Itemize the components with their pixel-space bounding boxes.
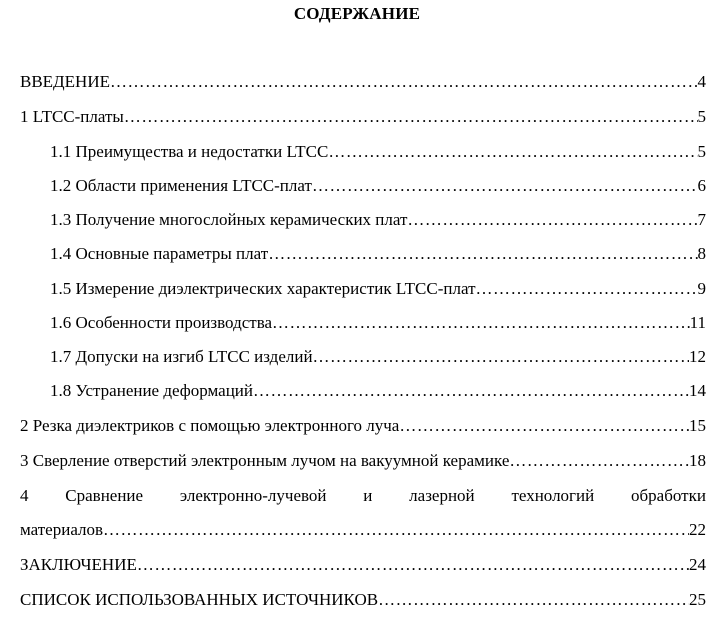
toc-entry-word: Сравнение	[65, 486, 144, 505]
toc-leader-dots	[137, 555, 689, 575]
toc-entry-word: обработки	[631, 486, 706, 505]
toc-leader-dots	[328, 142, 697, 162]
toc-entry-label: 1.4 Основные параметры плат	[50, 244, 269, 263]
toc-entry-section-1-1	[50, 142, 706, 166]
toc-entry-page: 15	[689, 416, 706, 435]
toc-leader-dots	[268, 244, 697, 264]
toc-entry-label: 3 Сверление отверстий электронным лучом на вакуумной керамике	[20, 451, 510, 470]
toc-entry-page: 12	[689, 347, 706, 366]
toc-entry-label: 1 LTCC-платы	[20, 107, 124, 126]
toc-entry-page: 4	[697, 72, 706, 91]
toc-entry-page: 22	[689, 520, 706, 539]
toc-leader-dots	[399, 416, 689, 436]
toc-leader-dots	[378, 590, 689, 610]
toc-entry-section-1-5	[50, 279, 706, 303]
toc-entry-page: 14	[689, 381, 706, 400]
toc-entry-section-1-6	[50, 313, 706, 337]
toc-entry-page: 18	[689, 451, 706, 470]
toc-entry-page: 9	[697, 279, 706, 298]
toc-entry-label: СПИСОК ИСПОЛЬЗОВАННЫХ ИСТОЧНИКОВ	[20, 590, 379, 609]
toc-entry-label: 1.6 Особенности производства	[50, 313, 273, 332]
toc-leader-dots	[124, 107, 698, 127]
toc-entry-page: 5	[697, 142, 706, 161]
toc-entry-word: электронно-лучевой	[179, 486, 327, 505]
toc-entry-chapter-1	[20, 107, 706, 131]
toc-entry-label: 1.1 Преимущества и недостатки LTCC	[50, 142, 329, 161]
toc-entry-page: 11	[689, 313, 706, 332]
toc-entry-section-1-2	[50, 176, 706, 200]
toc-entry-page: 24	[689, 555, 706, 574]
toc-leader-dots	[103, 520, 689, 540]
page-title: СОДЕРЖАНИЕ	[293, 4, 421, 23]
toc-entry-section-1-8	[50, 381, 706, 405]
toc-entry-page: 5	[697, 107, 706, 126]
toc-leader-dots	[313, 347, 689, 367]
toc-leader-dots	[476, 279, 698, 299]
toc-entry-introduction	[20, 72, 706, 96]
toc-entry-references	[20, 590, 706, 614]
toc-entry-page: 7	[697, 210, 706, 229]
toc-entry-word: технологий	[511, 486, 595, 505]
toc-entry-word: лазерной	[409, 486, 475, 505]
toc-entry-label: материалов	[20, 520, 104, 539]
toc-entry-page: 6	[697, 176, 706, 195]
toc-entry-word: и	[363, 486, 373, 505]
toc-entry-chapter-4-line-1	[20, 486, 706, 506]
toc-leader-dots	[312, 176, 698, 196]
toc-entry-label: ЗАКЛЮЧЕНИЕ	[20, 555, 137, 574]
toc-entry-word: 4	[20, 486, 29, 505]
toc-entry-label: 1.8 Устранение деформаций	[50, 381, 253, 400]
toc-entry-label: 1.7 Допуски на изгиб LTCC изделий	[50, 347, 313, 366]
toc-entry-label: 2 Резка диэлектриков с помощью электронного луча	[20, 416, 400, 435]
toc-leader-dots	[253, 381, 689, 401]
toc-entry-chapter-4-line-2	[20, 520, 706, 544]
toc-entry-label: 1.2 Области применения LTCC-плат	[50, 176, 312, 195]
toc-entry-chapter-3	[20, 451, 706, 475]
toc-entry-label: ВВЕДЕНИЕ	[20, 72, 110, 91]
toc-entry-page: 8	[697, 244, 706, 263]
toc-leader-dots	[272, 313, 690, 333]
toc-entry-section-1-7	[50, 347, 706, 371]
toc-entry-section-1-3	[50, 210, 706, 234]
toc-leader-dots	[407, 210, 697, 230]
toc-leader-dots	[509, 451, 689, 471]
toc-entry-label: 1.5 Измерение диэлектрических характеристик LTCC-плат	[50, 279, 476, 298]
toc-entry-chapter-2	[20, 416, 706, 440]
toc-entry-conclusion	[20, 555, 706, 579]
toc-entry-section-1-4	[50, 244, 706, 268]
toc-entry-page: 25	[689, 590, 706, 609]
toc-entry-label: 1.3 Получение многослойных керамических плат	[50, 210, 408, 229]
toc-leader-dots	[110, 72, 698, 92]
